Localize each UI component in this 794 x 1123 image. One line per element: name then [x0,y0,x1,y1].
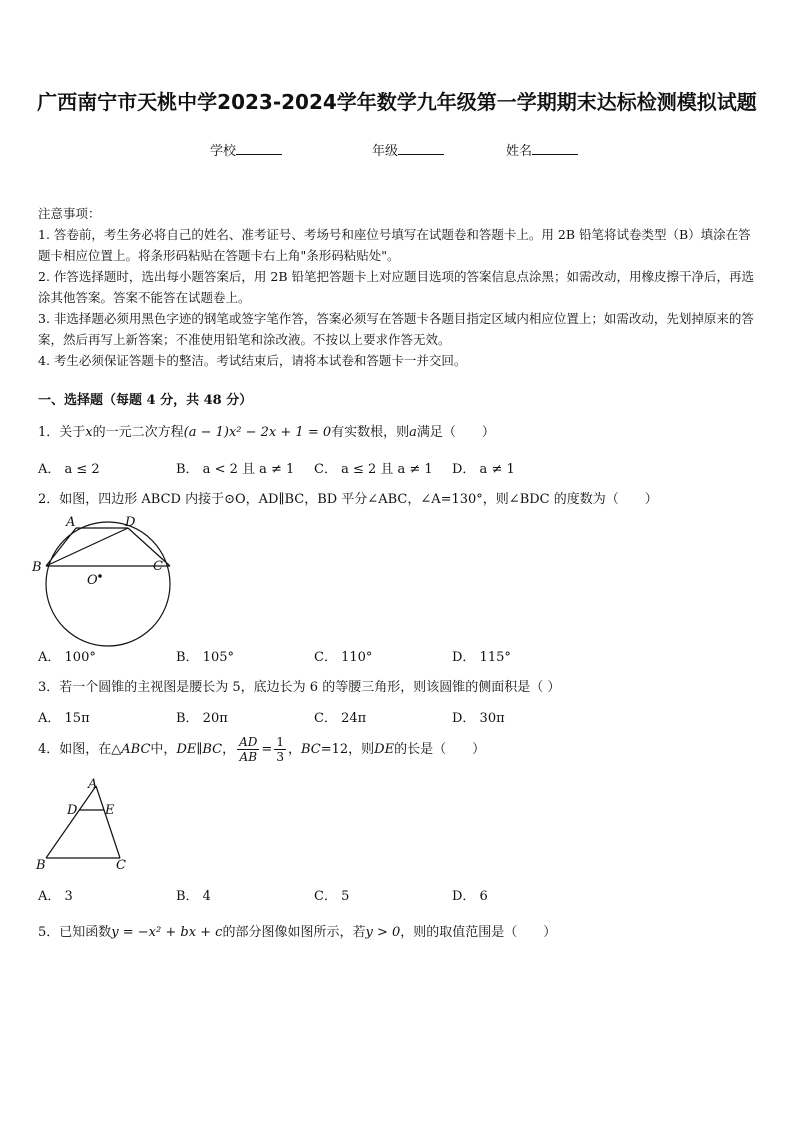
option-b: B． 4 [176,889,211,904]
label-c: C [116,858,126,872]
q1-text: 满足（ ） [416,425,495,440]
fraction-denominator: 3 [276,750,284,764]
label-b: B [36,858,46,872]
option-a: A． 100° [38,650,96,665]
q4-text: 4．如图，在△ [38,742,122,757]
grade-blank [398,142,444,155]
q4-ratio-fraction [237,735,259,764]
grade-label: 年级 [372,144,399,159]
q4-text: 中， [150,742,177,757]
center-point [98,574,102,578]
option-c: C． a ≤ 2 且 a ≠ 1 [314,462,433,477]
q5-text: 5．已知函数 [38,925,112,940]
q4-bc: BC [300,742,321,757]
name-field [506,140,578,159]
label-e: E [105,803,115,818]
label-o: O [87,573,98,588]
option-c: C． 5 [314,889,350,904]
grade-field [372,140,444,159]
triangle-figure [34,776,134,872]
note-item: 1. 答卷前，考生务必将自己的姓名、准考证号、考场号和座位号填写在试题卷和答题卡上。用 2B 铅笔将试卷类型（B）填涂在答题卡相应位置上。将条形码粘贴在答题卡右上角"条形码粘贴处"。 [38,227,751,263]
circle-figure [30,512,175,652]
fraction-numerator: AD [239,735,258,749]
school-blank [236,142,282,155]
note-item: 2. 作答选择题时，选出每小题答案后，用 2B 铅笔把答题卡上对应题目选项的答案信息点涂黑；如需改动，用橡皮擦干净后，再选涂其他答案。答案不能答在试题卷上。 [38,269,754,305]
section-heading: 一、选择题（每题 4 分，共 48 分） [38,393,253,408]
side-ac [96,786,120,858]
side-ab [46,786,96,858]
label-d: D [67,803,78,818]
q1-text: 1．关于 [38,425,86,440]
q4-triangle: ABC [121,742,151,757]
school-label: 学校 [210,144,237,159]
name-label: 姓名 [506,144,533,159]
q1-text: 有实数根，则 [331,425,410,440]
question-4 [38,735,485,765]
question-2: 2．如图，四边形 ABCD 内接于⊙O，AD∥BC，BD 平分∠ABC，∠A=130°，则∠BDC 的度数为（ ） [38,492,658,507]
option-b: B． a < 2 且 a ≠ 1 [176,462,295,477]
label-d: D [125,515,136,530]
q1-var-a: a [409,425,417,440]
note-item: 3. 非选择题必须用黑色字迹的钢笔或签字笔作答，答案必须写在答题卡各题目指定区域内相应位置上；如需改动，先划掉原来的答案，然后再写上新答案；不准使用铅笔和涂改液。不按以上要求作答无效。 [38,311,754,347]
q1-var-x: x [85,425,93,440]
exam-title: 广西南宁市天桃中学2023-2024学年数学九年级第一学期期末达标检测模拟试题 [37,90,757,114]
label-a: A [88,777,98,792]
q5-text: 的部分图像如图所示，若 [222,925,366,940]
question-5 [38,921,556,940]
notes-heading: 注意事项： [38,206,101,221]
label-a: A [66,515,76,530]
q4-parallel: DE∥BC [176,742,223,757]
note-item: 4. 考生必须保证答题卡的整洁。考试结束后，请将本试卷和答题卡一并交回。 [38,353,467,368]
q4-text: 的长是（ ） [394,742,486,757]
q1-text: 的一元二次方程 [92,425,184,440]
q4-value-fraction [274,735,286,764]
circle-o [46,522,170,646]
option-a: A． 3 [38,889,73,904]
option-c: C． 110° [314,650,373,665]
option-d: D． a ≠ 1 [452,462,515,477]
chord-ab [46,528,76,566]
label-b: B [32,560,42,575]
option-d: D． 30π [452,711,505,726]
q4-de: DE [374,742,395,757]
option-b: B． 20π [176,711,228,726]
q4-text: ， [287,742,301,757]
q4-text: =12，则 [320,742,375,757]
q4-equals: = [261,742,273,757]
q4-text: ， [222,742,236,757]
notes-block [38,203,760,371]
option-b: B． 105° [176,650,234,665]
fraction-numerator: 1 [276,735,284,749]
label-c: C [153,559,163,574]
q5-function: y = −x² + bx + c [111,925,223,940]
option-c: C． 24π [314,711,367,726]
chord-dc [128,528,170,566]
question-1 [38,421,495,440]
option-d: D． 6 [452,889,488,904]
q1-equation: (a − 1)x² − 2x + 1 = 0 [183,425,332,440]
q5-condition: y > 0 [365,925,401,940]
option-d: D． 115° [452,650,511,665]
q5-text: ，则的取值范围是（ ） [400,925,557,940]
name-blank [532,142,578,155]
option-a: A． 15π [38,711,90,726]
question-3: 3．若一个圆锥的主视图是腰长为 5，底边长为 6 的等腰三角形，则该圆锥的侧面积是（ ） [38,680,561,695]
option-a: A． a ≤ 2 [38,462,100,477]
fraction-denominator: AB [239,750,258,764]
school-field [210,140,282,159]
